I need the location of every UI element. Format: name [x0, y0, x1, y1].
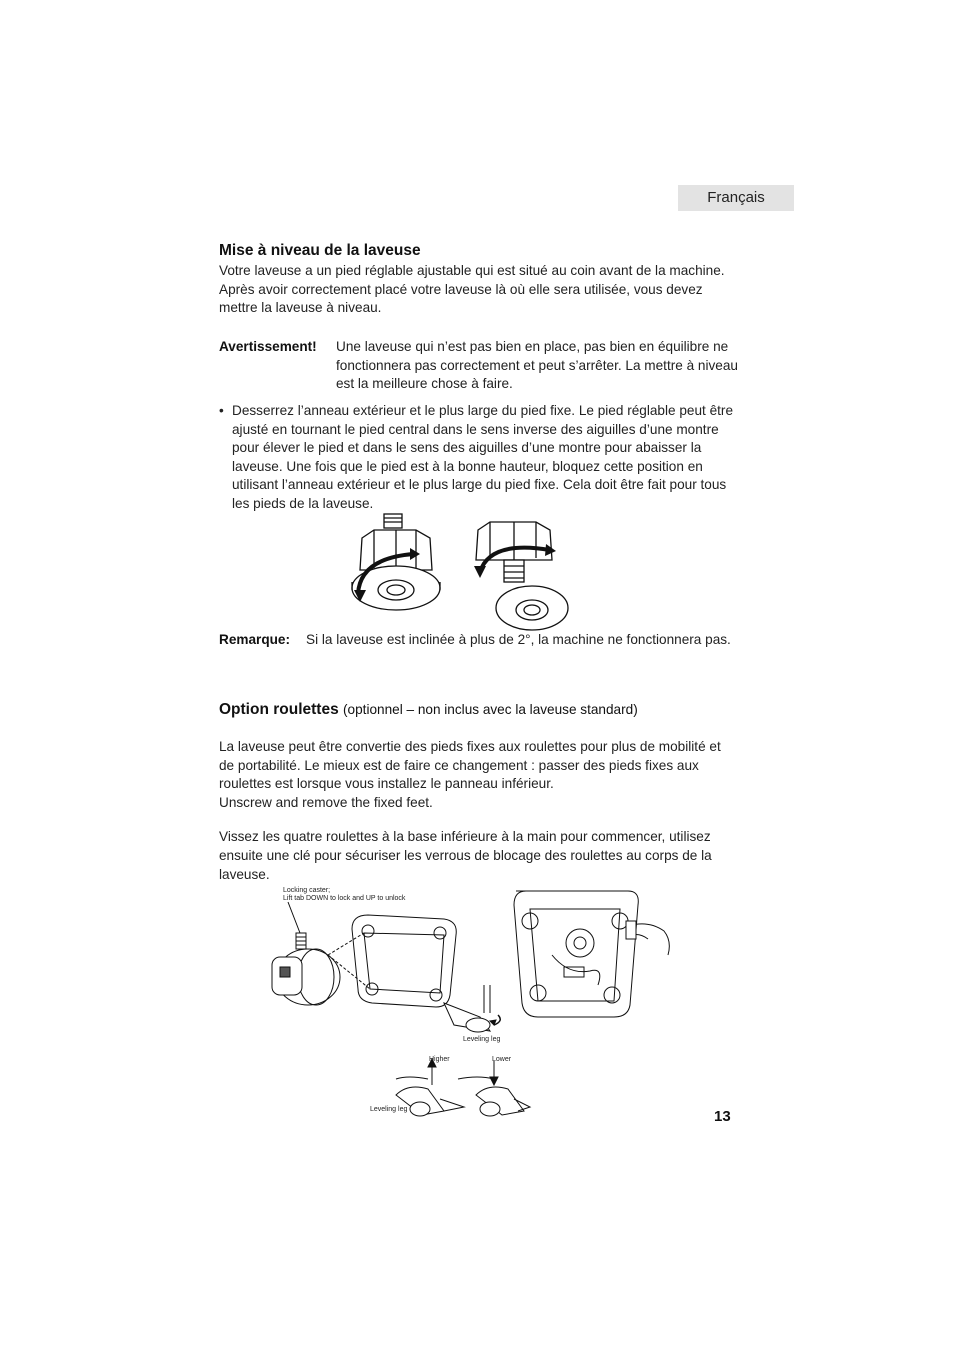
- casters-title: Option roulettes: [219, 701, 339, 718]
- caster-label-line1: Locking caster;: [283, 887, 331, 894]
- section-casters: [219, 701, 739, 884]
- note-text: Si la laveuse est inclinée à plus de 2°, la machine ne fonctionnera pas.: [306, 632, 731, 647]
- bullet-text: Desserrez l’anneau extérieur et le plus large du pied fixe. Le pied réglable peut être ajusté en tournant le pied central dans le sens inverse des aiguilles d’une montre pour élever le pied et dans le sens des aiguilles d’une montre pour abaisser la laveuse. Une fois que le pied est à la bonne hauteur, bloquez cette position en utilisant l’anneau extérieur et le plus large du pied fixe. Cela doit être fait pour tous les pieds de la laveuse.: [232, 403, 734, 511]
- warning-text: Une laveuse qui n’est pas bien en place, pas bien en équilibre ne fonctionnera pas correctement et peut s’arrêter. La mettre à niveau est la meilleure chose à faire.: [336, 339, 738, 392]
- leveling-leg-label-2: Leveling leg: [370, 1106, 408, 1113]
- leveling-feet-illustration: [340, 510, 580, 635]
- section-title-casters: [219, 701, 739, 719]
- casters-para1-extra: Unscrew and remove the fixed feet.: [219, 794, 433, 810]
- caster-label-line2: Lift tab DOWN to lock and UP to unlock: [283, 895, 406, 902]
- warning-block: [219, 338, 739, 394]
- page-number: 13: [714, 1108, 731, 1125]
- casters-subtitle: (optionnel – non inclus avec la laveuse standard): [343, 702, 638, 717]
- leveling-intro: Votre laveuse a un pied réglable ajustable qui est situé au coin avant de la machine. Après avoir correctement placé votre laveuse là où elle sera utilisée, vous devez mettre la laveuse à niveau.: [219, 263, 725, 316]
- warning-label: Avertissement!: [219, 339, 317, 354]
- note-label: Remarque:: [219, 632, 291, 647]
- section-leveling: [219, 242, 739, 318]
- casters-para2: Vissez les quatre roulettes à la base inférieure à la main pour commencer, utilisez ensuite une clé pour sécuriser les verrous de blocage des roulettes au corps de la laveuse.: [219, 829, 712, 882]
- higher-label: Higher: [429, 1056, 450, 1063]
- leveling-leg-label: Leveling leg: [463, 1036, 501, 1043]
- caster-installation-illustration: [268, 885, 693, 1120]
- section-title-leveling: Mise à niveau de la laveuse: [219, 242, 421, 259]
- note-block: [219, 631, 739, 650]
- casters-para1: La laveuse peut être convertie des pieds fixes aux roulettes pour plus de mobilité et de portabilité. Le mieux est de faire ce changement : passer des pieds fixes aux roulettes est lorsque vous installez le panneau inférieur.: [219, 739, 721, 792]
- lower-label: Lower: [492, 1056, 512, 1063]
- bullet-symbol: •: [219, 403, 224, 418]
- bullet-item: [219, 402, 739, 514]
- language-tab: Français: [678, 185, 794, 211]
